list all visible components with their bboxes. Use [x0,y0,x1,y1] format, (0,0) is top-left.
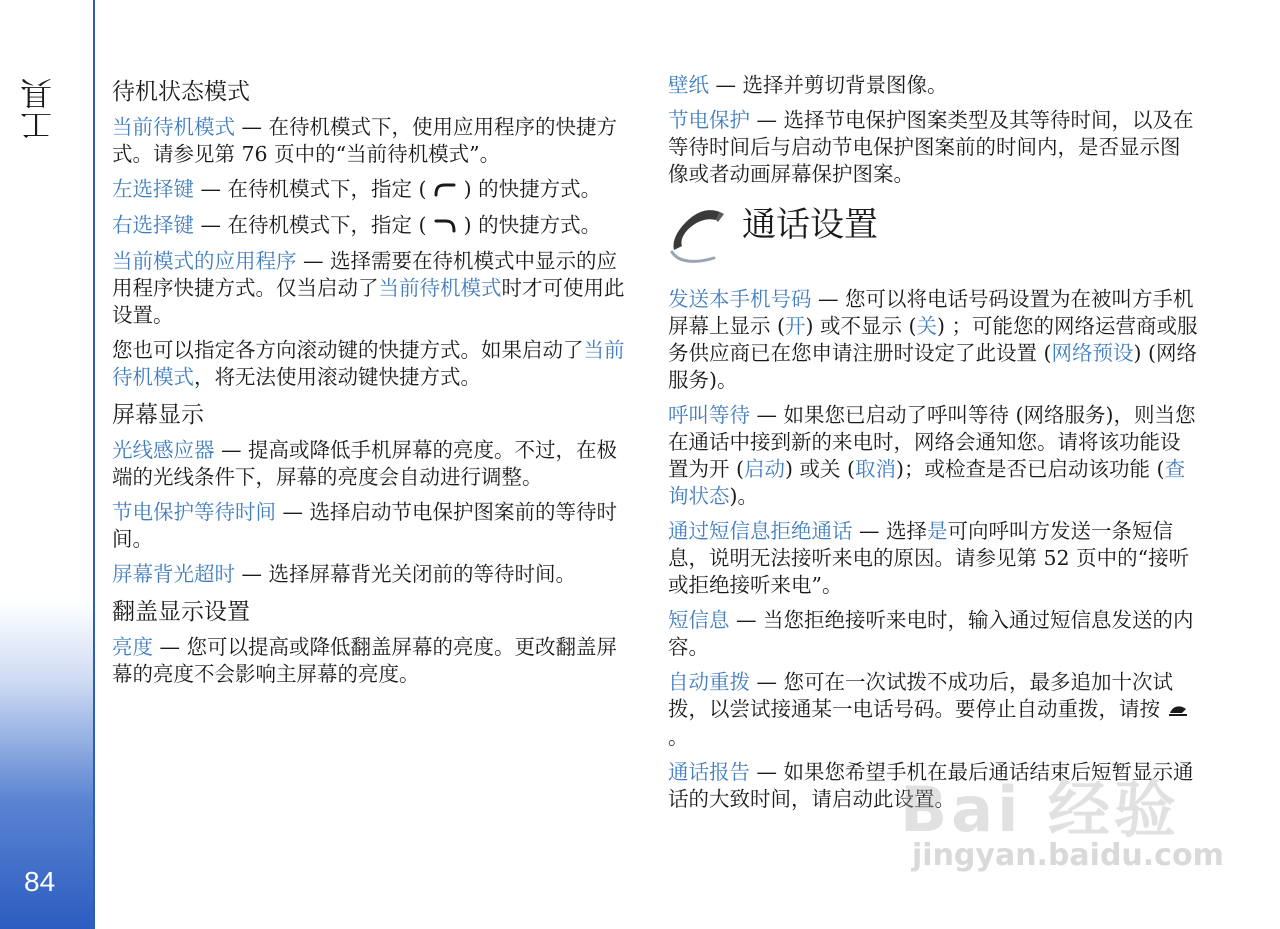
term-auto-redial: 自动重拨 [668,670,750,694]
term-power-saver-timeout: 节电保护等待时间 [112,500,276,524]
paragraph-power-saver [668,107,1198,188]
paragraph-text: — 在待机模式下，指定 ( [194,213,427,237]
section-title: 通话设置 [742,205,878,245]
paragraph-text: — 选择 [852,519,928,543]
paragraph-text: 时才可使用此设置。 [112,276,625,327]
paragraph-text: — 如果您希望手机在最后通话结束后短暂显示通话的大致时间，请启动此设置。 [668,760,1194,811]
left-softkey-icon [433,177,457,204]
paragraph-text: — 选择屏幕背光关闭前的等待时间。 [235,562,577,586]
term-reject-with-sms: 通过短信息拒绝通话 [668,519,853,543]
paragraph-text: ) 的快捷方式。 [463,177,602,201]
term-message-text: 短信息 [668,608,730,632]
paragraph-text: — 选择并剪切背景图像。 [709,73,948,97]
keyword-cancel: 取消 [855,457,897,481]
keyword-activate: 启动 [744,457,786,481]
sidebar-divider [93,0,95,929]
paragraph-text: ) 的快捷方式。 [463,213,602,237]
term-right-selection-key: 右选择键 [112,213,194,237]
term-wallpaper: 壁纸 [668,73,709,97]
paragraph-power-saver-timeout [112,499,632,553]
paragraph-text: — 选择启动节电保护图案前的等待时间。 [112,500,618,551]
keyword-yes: 是 [927,519,948,543]
left-column [112,72,632,696]
paragraph-backlight-timeout [112,561,632,588]
keyword-active-standby: 当前待机模式 [112,338,625,389]
keyword-network-preset: 网络预设 [1051,341,1134,365]
paragraph-auto-redial [668,669,1198,751]
paragraph-text: — 您可在一次试拨不成功后，最多追加十次试拨，以尝试接通某一电话号码。要停止自动重拨，请按 [668,670,1174,721]
paragraph-send-own-number [668,286,1198,394]
section-call-settings-header [668,204,1198,264]
paragraph-call-summary [668,759,1198,813]
heading-cover-display: 翻盖显示设置 [112,599,250,625]
term-current-mode-apps: 当前模式的应用程序 [112,249,297,273]
term-power-saver: 节电保护 [668,108,750,132]
paragraph-text: — 您可以将电话号码设置为在被叫方手机屏幕上显示 ( [668,287,1194,338]
keyword-check-status: 查询状态 [668,457,1186,508]
keyword-on: 开 [785,314,806,338]
term-call-waiting: 呼叫等待 [668,403,750,427]
term-left-selection-key: 左选择键 [112,177,194,201]
paragraph-light-sensor [112,437,632,491]
paragraph-right-selection-key [112,212,632,240]
watermark-brand: Bai 经验 [900,773,1180,846]
paragraph-brightness [112,634,632,688]
page-number: 84 [24,866,56,897]
paragraph-reject-with-sms [668,518,1198,599]
term-call-summary: 通话报告 [668,760,750,784]
paragraph-text: — 当您拒绝接听来电时，输入通过短信息发送的内容。 [668,608,1194,659]
right-softkey-icon [433,213,457,240]
paragraph-text: — 如果您已启动了呼叫等待 (网络服务)，则当您在通话中接到新的来电时，网络会通知您。请将该功能设置为开 ( [668,403,1196,481]
paragraph-scroll-shortcuts [112,337,632,391]
term-send-own-number: 发送本手机号码 [668,287,812,311]
paragraph-text: — 在待机模式下，使用应用程序的快捷方式。请参见第 76 页中的“当前待机模式”。 [112,115,618,166]
chapter-title: 工具 [19,78,57,142]
keyword-active-standby: 当前待机模式 [378,276,502,300]
paragraph-wallpaper [668,72,1198,99]
paragraph-text: 您也可以指定各方向滚动键的快捷方式。如果启动了 [112,338,584,362]
keyword-off: 关 [916,314,938,338]
term-brightness: 亮度 [112,635,153,659]
sidebar [0,0,93,929]
paragraph-left-selection-key [112,176,632,204]
paragraph-text: )；或检查是否已启动该功能 ( [896,457,1165,481]
term-backlight-timeout: 屏幕背光超时 [112,562,235,586]
heading-standby-mode: 待机状态模式 [112,79,250,105]
paragraph-text: ) ；可能您的网络运营商或服务供应商已在您申请注册时设定了此设置 ( [668,314,1198,365]
paragraph-text: — 您可以提高或降低翻盖屏幕的亮度。更改翻盖屏幕的亮度不会影响主屏幕的亮度。 [112,635,618,686]
paragraph-text: — 选择需要在待机模式中显示的应用程序快捷方式。仅当启动了 [112,249,618,300]
heading-display: 屏幕显示 [112,402,204,428]
end-call-key-icon [1167,697,1189,724]
paragraph-text: 。 [668,725,689,749]
right-column [668,72,1198,821]
paragraph-text: — 在待机模式下，指定 ( [194,177,427,201]
paragraph-call-waiting [668,402,1198,510]
paragraph-text: — 选择节电保护图案类型及其等待时间，以及在等待时间后与启动节电保护图案前的时间内，是否显示图像或者动画屏幕保护图案。 [668,108,1194,186]
watermark-url: jingyan.baidu.com [912,838,1224,873]
paragraph-current-mode-apps [112,248,632,329]
phone-handset-icon [668,204,728,264]
paragraph-text: ) (网络服务)。 [668,341,1198,392]
paragraph-text: 可向呼叫方发送一条短信息，说明无法接听来电的原因。请参见第 52 页中的“接听或拒绝接听来电”。 [668,519,1190,597]
term-active-standby: 当前待机模式 [112,115,235,139]
paragraph-message-text [668,607,1198,661]
paragraph-text: )。 [729,484,758,508]
paragraph-text: ) 或不显示 ( [805,314,917,338]
term-light-sensor: 光线感应器 [112,438,215,462]
paragraph-active-standby [112,114,632,168]
paragraph-text: — 提高或降低手机屏幕的亮度。不过，在极端的光线条件下，屏幕的亮度会自动进行调整。 [112,438,618,489]
paragraph-text: ，将无法使用滚动键快捷方式。 [194,365,481,389]
paragraph-text: ) 或关 ( [785,457,856,481]
